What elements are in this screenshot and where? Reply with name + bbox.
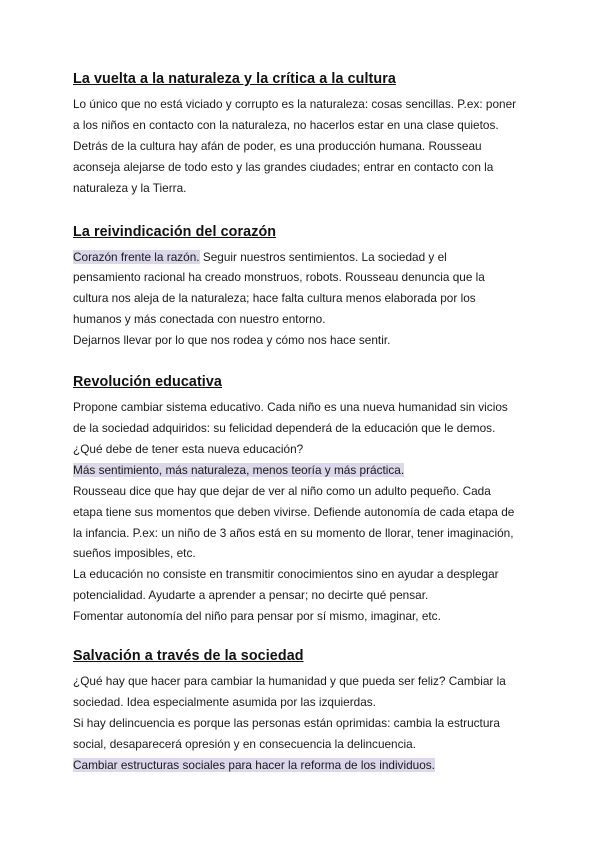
text-line — [73, 460, 533, 481]
text-line: a los niños en contacto con la naturaleza, no hacerlos estar en una clase quietos. — [73, 117, 499, 132]
text-line: cultura nos aleja de la naturaleza; hace falta cultura menos elaborada por los — [73, 291, 476, 306]
text-line: Propone cambiar sistema educativo. Cada niño es una nueva humanidad sin vicios — [73, 400, 508, 415]
highlighted-text: Cambiar estructuras sociales para hacer la reforma de los individuos. — [73, 757, 435, 772]
text-line: Si hay delincuencia es porque las personas están oprimidas: cambia la estructura — [73, 715, 500, 730]
text-line: de la sociedad adquiridos: su felicidad dependerá de la educación que le demos. — [73, 420, 496, 435]
section-title: La reivindicación del corazón — [73, 223, 277, 240]
section-title: Salvación a través de la sociedad — [73, 648, 304, 665]
document-page — [73, 70, 533, 776]
text-line: ¿Qué hay que hacer para cambiar la humanidad y que pueda ser feliz? Cambiar la — [73, 674, 506, 689]
text-span: Seguir nuestros sentimientos. La sociedad y el — [199, 249, 447, 264]
section-salvacion — [73, 647, 533, 776]
text-line: humanos y más conectada con nuestro entorno. — [73, 312, 326, 327]
section-revolucion — [73, 373, 533, 627]
section-title: La vuelta a la naturaleza y la crítica a la cultura — [73, 71, 396, 87]
text-line: social, desaparecerá opresión y en consecuencia la delincuencia. — [73, 736, 416, 751]
text-line: la infancia. P.ex: un niño de 3 años está en su momento de llorar, tener imaginación, — [73, 525, 514, 540]
text-line: Detrás de la cultura hay afán de poder, es una producción humana. Rousseau — [73, 138, 482, 153]
text-line: etapa tiene sus momentos que deben vivirse. Defiende autonomía de cada etapa de — [73, 504, 515, 519]
text-line: Rousseau dice que hay que dejar de ver al niño como un adulto pequeño. Cada — [73, 483, 491, 498]
text-line: Dejarnos llevar por lo que nos rodea y cómo nos hace sentir. — [73, 333, 391, 348]
text-line: Lo único que no está viciado y corrupto es la naturaleza: cosas sencillas. P.ex: poner — [73, 97, 517, 111]
text-line: pensamiento racional ha creado monstruos, robots. Rousseau denuncia que la — [73, 270, 485, 285]
text-line — [73, 247, 533, 268]
text-line: sueños imposibles, etc. — [73, 546, 196, 561]
section-title: Revolución educativa — [73, 374, 222, 391]
section-naturaleza — [73, 70, 533, 199]
text-line: sociedad. Idea especialmente asumida por las izquierdas. — [73, 694, 376, 709]
text-line: Fomentar autonomía del niño para pensar por sí mismo, imaginar, etc. — [73, 609, 441, 624]
text-line — [73, 755, 533, 776]
text-line: ¿Qué debe de tener esta nueva educación? — [73, 441, 304, 456]
text-line: La educación no consiste en transmitir conocimientos sino en ayudar a desplegar — [73, 567, 499, 582]
text-line: aconseja alejarse de todo esto y las grandes ciudades; entrar en contacto con la — [73, 159, 494, 174]
text-line: potencialidad. Ayudarte a aprender a pensar; no decirte qué pensar. — [73, 588, 429, 603]
highlighted-text: Más sentimiento, más naturaleza, menos teoría y más práctica. — [73, 462, 405, 477]
section-corazon — [73, 223, 533, 352]
highlighted-text: Corazón frente la razón. — [73, 249, 200, 264]
text-line: naturaleza y la Tierra. — [73, 180, 187, 195]
